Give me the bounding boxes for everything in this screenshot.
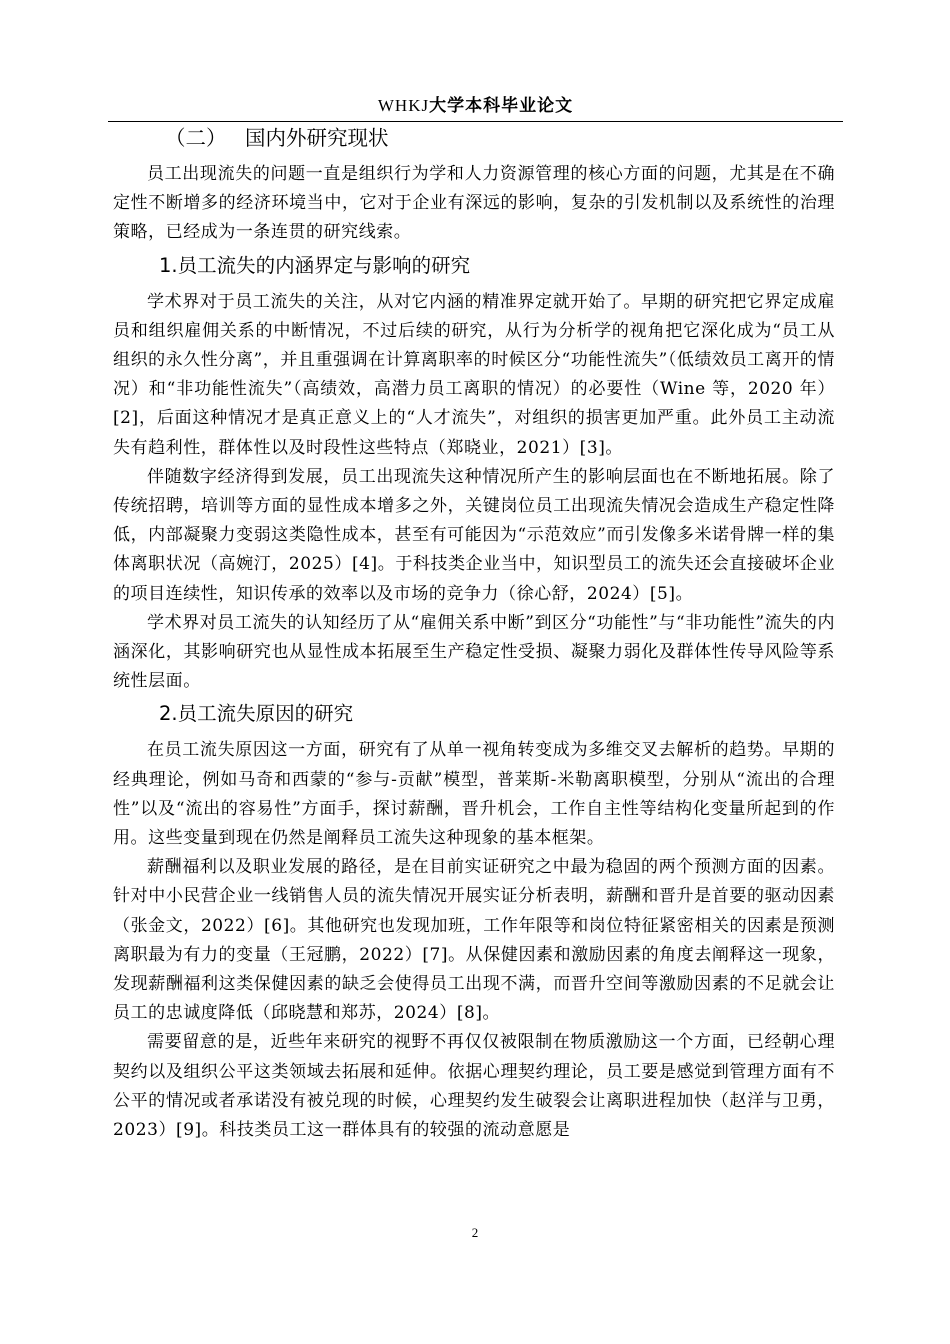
subsection-2-paragraph: 需要留意的是，近些年来研究的视野不再仅仅被限制在物质激励这一个方面，已经朝心理契约以及组织公平这类领域去拓展和延伸。依据心理契约理论，员工要是感觉到管理方面有不公平的情况或者承诺没有被兑现的时候，心理契约发生破裂会让离职进程加快（赵洋与卫勇，2023）[9]。科技类员工这一群体具有的较强的流动意愿是 <box>113 1032 835 1141</box>
page-number: 2 <box>471 1225 479 1240</box>
section-heading <box>165 124 835 152</box>
section-number: （二） <box>165 126 227 150</box>
header-title-text: 大学本科毕业论文 <box>429 96 574 116</box>
intro-paragraph: 员工出现流失的问题一直是组织行为学和人力资源管理的核心方面的问题，尤其是在不确定性不断增多的经济环境当中，它对于企业有深远的影响，复杂的引发机制以及系统性的治理策略，已经成为一条连贯的研究线索。 <box>113 164 835 243</box>
header-rule <box>108 121 843 122</box>
subsection-2-paragraph: 薪酬福利以及职业发展的路径，是在目前实证研究之中最为稳固的两个预测方面的因素。针对中小民营企业一线销售人员的流失情况开展实证分析表明，薪酬和晋升是首要的驱动因素（张金文，2022）[6]。其他研究也发现加班，工作年限等和岗位特征紧密相关的因素是预测离职最为有力的变量（王冠鹏，2022）[7]。从保健因素和激励因素的角度去阐释这一现象，发现薪酬福利这类保健因素的缺乏会使得员工出现不满，而晋升空间等激励因素的不足就会让员工的忠诚度降低（邱晓慧和郑苏，2024）[8]。 <box>113 857 835 1024</box>
subsection-1-heading: 1.员工流失的内涵界定与影响的研究 <box>159 253 471 277</box>
body-content <box>113 124 835 1145</box>
subsection-1-paragraph: 学术界对于员工流失的关注，从对它内涵的精准界定就开始了。早期的研究把它界定成雇员和组织雇佣关系的中断情况，不过后续的研究，从行为分析学的视角把它深化成为“员工从组织的永久性分离”，并且重强调在计算离职率的时候区分“功能性流失”（低绩效员工离开的情况）和“非功能性流失”（高绩效，高潜力员工离职的情况）的必要性（Wine 等，2020 年）[2]，后面这种情况才是真正意义上的“人才流失”，对组织的损害更加严重。此外员工主动流失有趋利性，群体性以及时段性这些特点（郑晓业，2021）[3]。 <box>113 291 835 458</box>
running-header <box>108 94 843 118</box>
subsection-1-paragraph: 伴随数字经济得到发展，员工出现流失这种情况所产生的影响层面也在不断地拓展。除了传统招聘，培训等方面的显性成本增多之外，关键岗位员工出现流失情况会造成生产稳定性降低，内部凝聚力变弱这类隐性成本，甚至有可能因为“示范效应”而引发像多米诺骨牌一样的集体离职状况（高婉汀，2025）[4]。于科技类企业当中，知识型员工的流失还会直接破坏企业的项目连续性，知识传承的效率以及市场的竞争力（徐心舒，2024）[5]。 <box>113 466 835 604</box>
subsection-1-paragraph: 学术界对员工流失的认知经历了从“雇佣关系中断”到区分“功能性”与“非功能性”流失的内涵深化，其影响研究也从显性成本拓展至生产稳定性受损、凝聚力弱化及群体性传导风险等系统性层面。 <box>113 612 835 692</box>
subsection-2-paragraph: 在员工流失原因这一方面，研究有了从单一视角转变成为多维交叉去解析的趋势。早期的经典理论，例如马奇和西蒙的“参与-贡献”模型，普莱斯-米勒离职模型，分别从“流出的合理性”以及“流出的容易性”方面手，探讨薪酬，晋升机会，工作自主性等结构化变量所起到的作用。这些变量到现在仍然是阐释员工流失这种现象的基本框架。 <box>113 740 835 849</box>
subsection-2-heading: 2.员工流失原因的研究 <box>159 702 354 726</box>
section-title: 国内外研究现状 <box>245 126 389 150</box>
header-latin-text: WHKJ <box>377 96 430 115</box>
